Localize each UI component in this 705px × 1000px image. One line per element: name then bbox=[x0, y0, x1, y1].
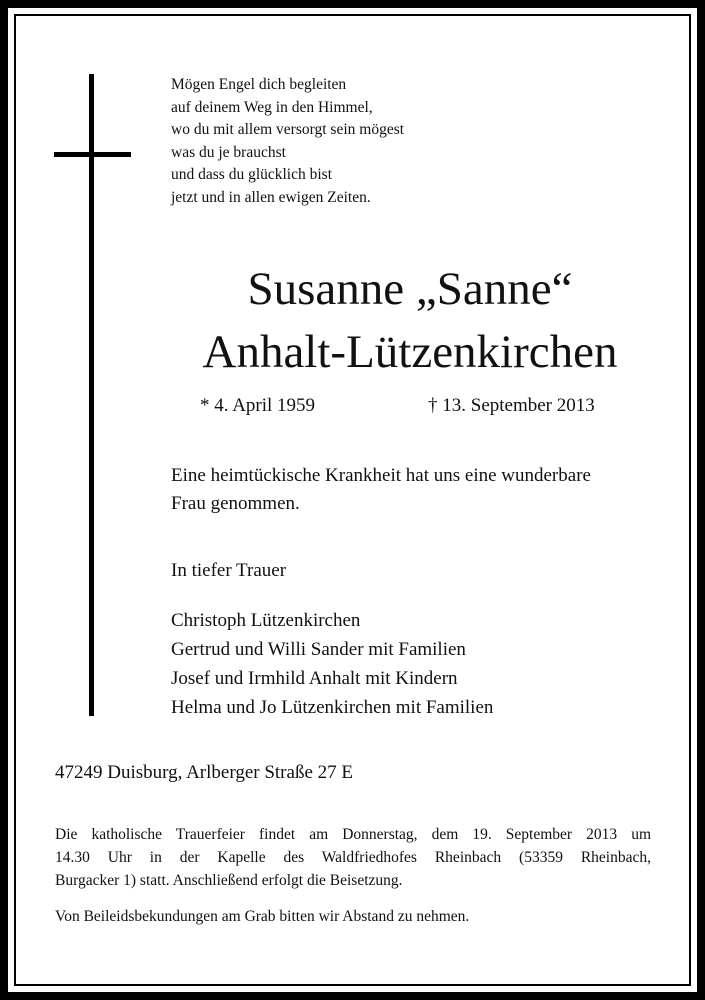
poem-line: wo du mit allem versorgt sein mögest bbox=[171, 121, 405, 138]
poem bbox=[171, 74, 404, 209]
cross-vertical-bar bbox=[89, 74, 94, 716]
mourner-item: Gertrud und Willi Sander mit Familien bbox=[171, 639, 466, 660]
condolence-note: Von Beileidsbekundungen am Grab bitten wir Abstand zu nehmen. bbox=[55, 908, 470, 925]
funeral-service-info bbox=[55, 823, 651, 892]
mourner-item: Helma und Jo Lützenkirchen mit Familien bbox=[171, 697, 494, 718]
poem-line: und dass du glücklich bist bbox=[171, 166, 333, 183]
mourner-item: Josef und Irmhild Anhalt mit Kindern bbox=[171, 668, 458, 689]
poem-line: auf deinem Weg in den Himmel, bbox=[171, 98, 373, 116]
mourner-item: Christoph Lützenkirchen bbox=[171, 610, 361, 631]
service-line: Burgacker 1) statt. Anschließend erfolgt die Beisetzung. bbox=[55, 872, 403, 889]
memorial-message bbox=[171, 462, 591, 518]
deceased-name-last: Anhalt-Lützenkirchen bbox=[202, 326, 618, 378]
poem-line: was du je brauchst bbox=[171, 143, 286, 161]
birth-date: * 4. April 1959 bbox=[200, 395, 316, 416]
poem-line: Mögen Engel dich begleiten bbox=[171, 76, 347, 93]
poem-line: jetzt und in allen ewigen Zeiten. bbox=[171, 188, 371, 206]
message-line: Frau genommen. bbox=[171, 493, 300, 514]
mourning-intro: In tiefer Trauer bbox=[171, 560, 287, 581]
deceased-name-first: Susanne „Sanne“ bbox=[247, 263, 573, 315]
message-line: Eine heimtückische Krankheit hat uns eine wunderbare bbox=[171, 465, 591, 486]
service-line: Die katholische Trauerfeier findet am Donnerstag, dem 19. September 2013 um bbox=[55, 826, 651, 843]
service-line: 14.30 Uhr in der Kapelle des Waldfriedhofes Rheinbach (53359 Rheinbach, bbox=[55, 849, 651, 866]
mourners-list bbox=[171, 606, 493, 722]
family-address: 47249 Duisburg, Arlberger Straße 27 E bbox=[55, 762, 353, 783]
cross-horizontal-bar bbox=[54, 152, 131, 157]
death-date: † 13. September 2013 bbox=[428, 395, 595, 416]
